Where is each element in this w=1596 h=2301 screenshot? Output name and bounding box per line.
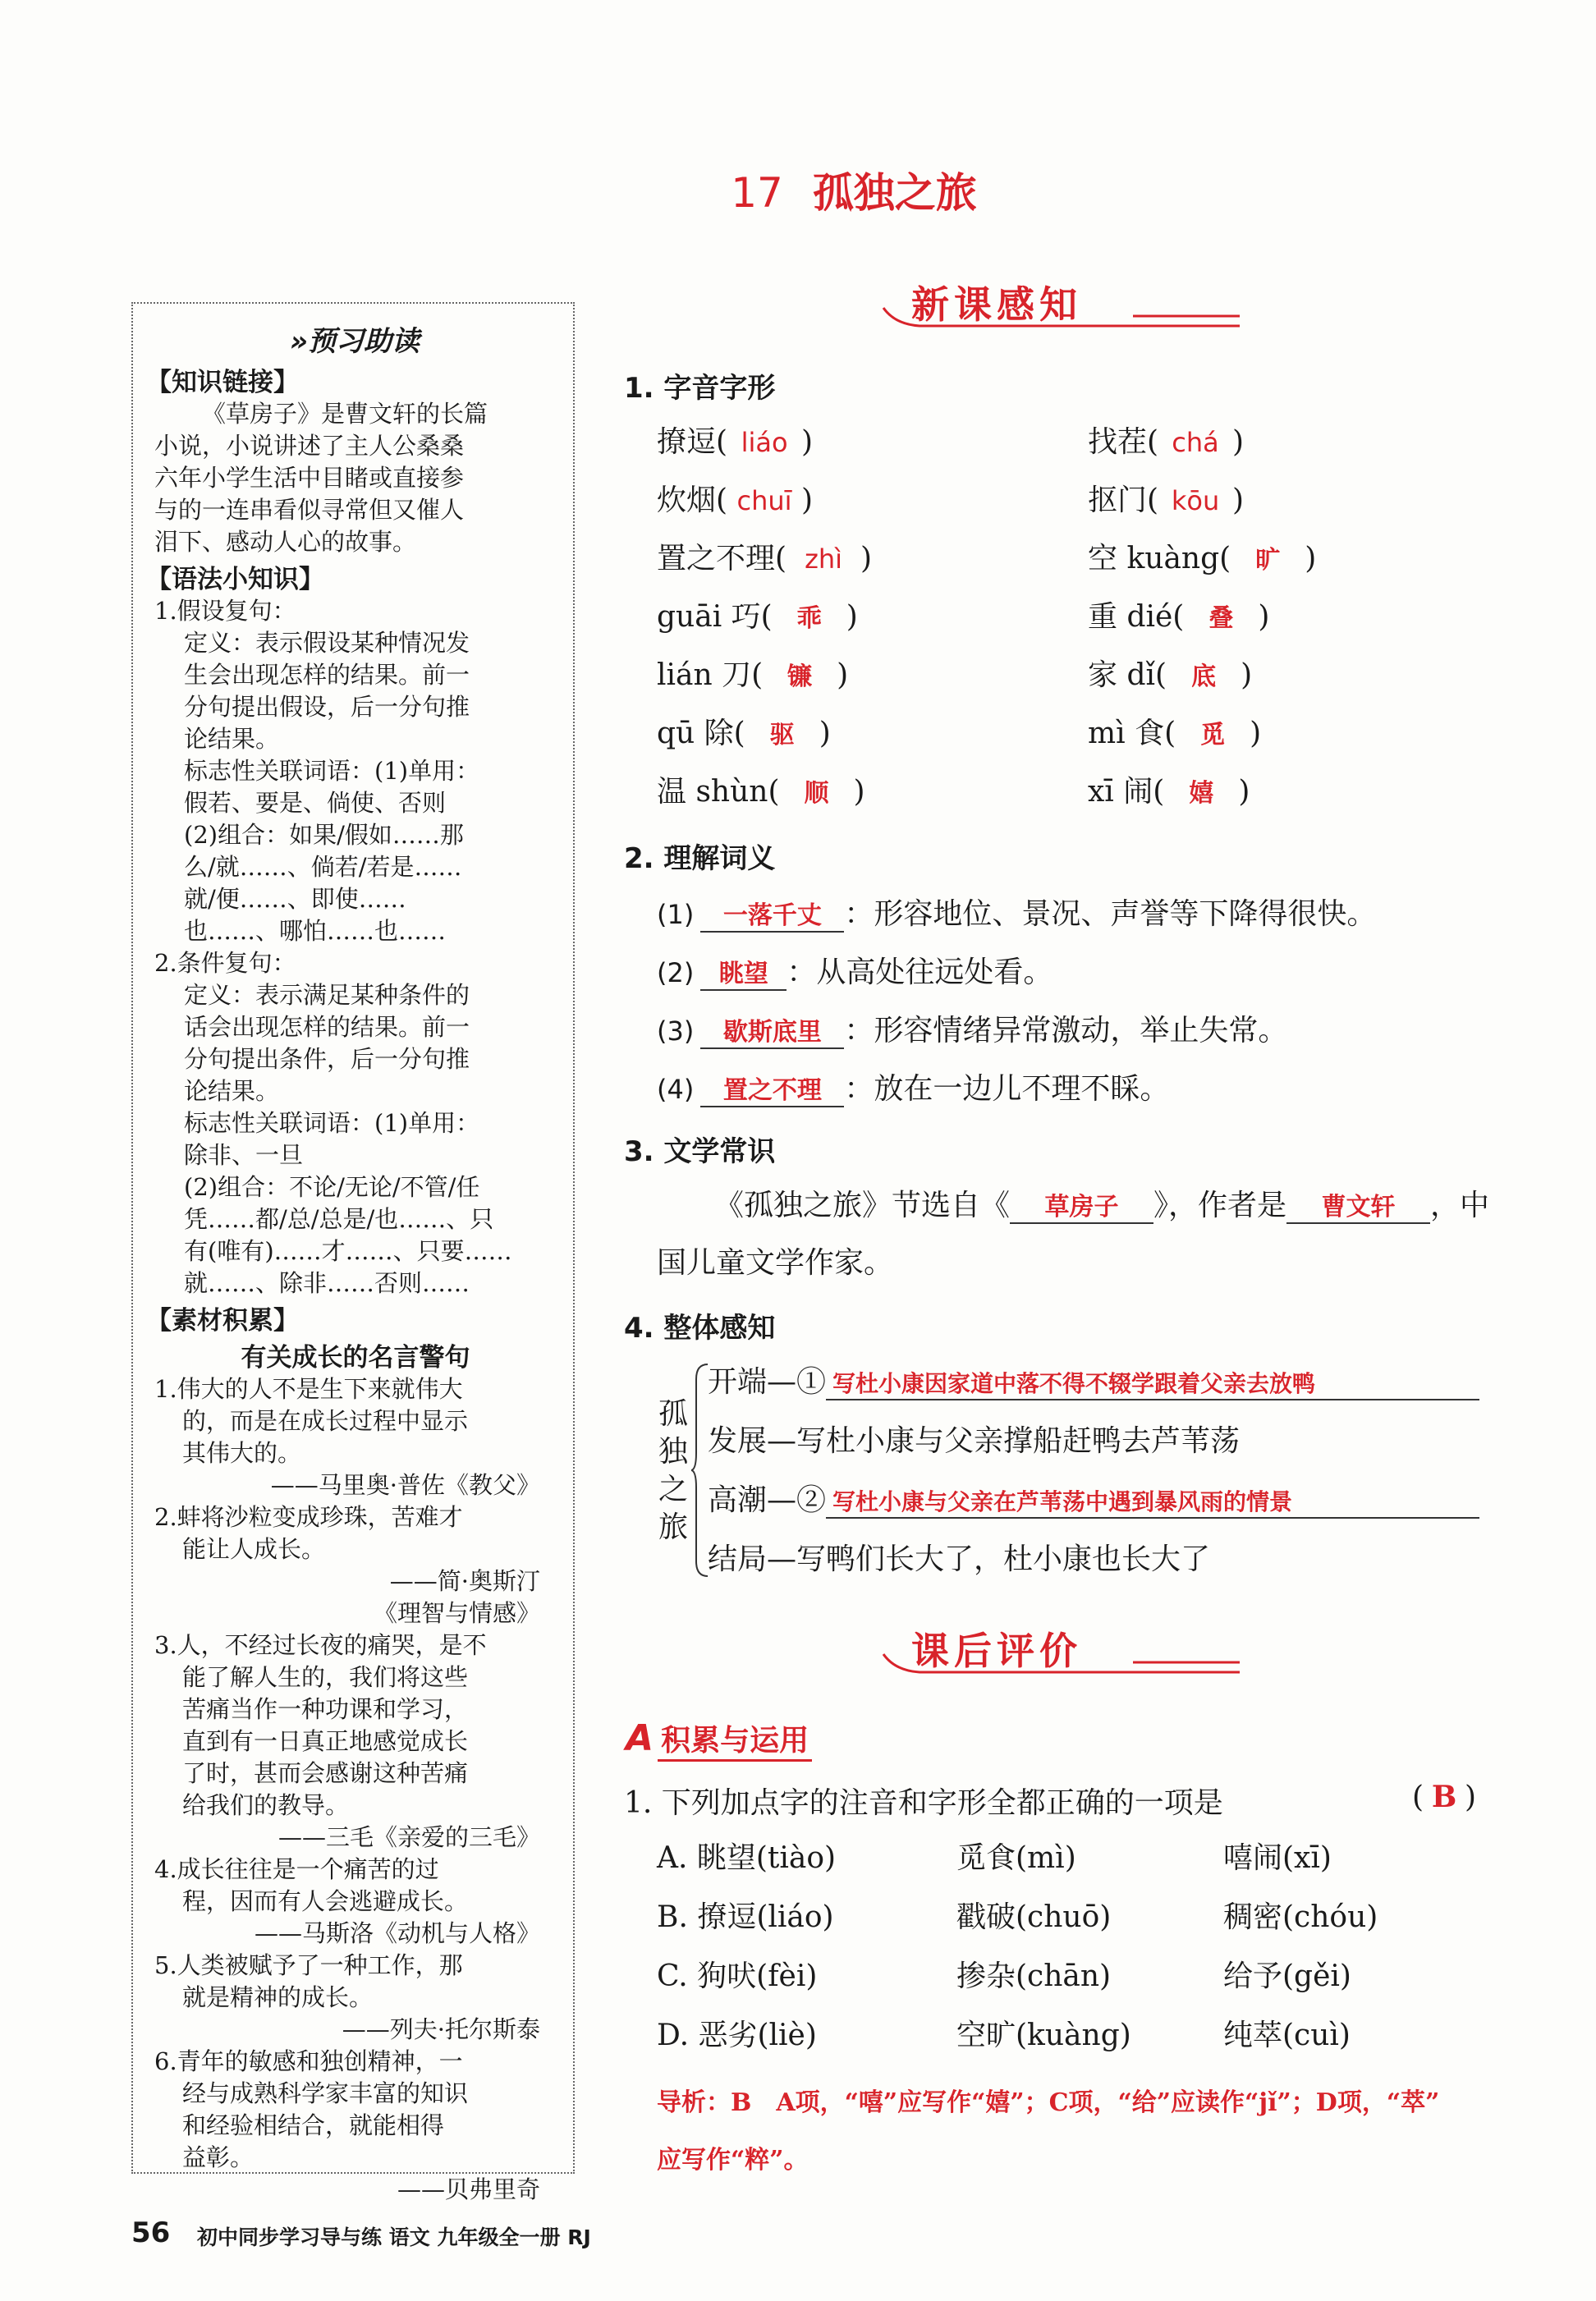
char-item-answer: liáo bbox=[741, 427, 788, 458]
mc-analysis-text: 应写作“粹”。 bbox=[657, 2146, 809, 2175]
char-item bbox=[657, 594, 872, 652]
section-after-class-label: 课后评价 bbox=[911, 1629, 1082, 1673]
q1-title: 1. 字音字形 bbox=[624, 372, 776, 405]
quote-source: 《理智与情感》 bbox=[373, 1599, 540, 1627]
quote-line: 经与成熟科学家丰富的知识 bbox=[182, 2079, 469, 2107]
quote-source: ——马里奥·普佐《教父》 bbox=[270, 1471, 540, 1499]
grammar-line: 话会出现怎样的结果。前一 bbox=[184, 1013, 470, 1041]
vocab-number: (4) bbox=[657, 1074, 695, 1105]
plot-label: 发展—写杜小康与父亲撑船赶鸭去芦苇荡 bbox=[708, 1424, 1241, 1458]
quote-item bbox=[154, 1501, 557, 1629]
mc-options bbox=[657, 1835, 1511, 2071]
char-item-prompt: 置之不理( bbox=[657, 542, 787, 575]
quote-line: 益彰。 bbox=[182, 2143, 255, 2171]
quote-source: ——三毛《亲爱的三毛》 bbox=[277, 1823, 540, 1851]
knowledge-line: 《草房子》是曹文轩的长篇 bbox=[202, 400, 488, 428]
quote-source: ——贝弗里奇 bbox=[397, 2175, 540, 2203]
mc-option-item: A. 眺望(tiào) bbox=[657, 1841, 837, 1875]
char-item bbox=[657, 535, 872, 594]
mc-option-item: C. 狗吠(fèi) bbox=[657, 1960, 818, 1993]
grammar-line: 也……、哪怕……也…… bbox=[184, 917, 447, 945]
footer-edition: RJ bbox=[567, 2225, 591, 2249]
part-a-title: 积累与运用 bbox=[658, 1724, 812, 1762]
char-item-answer: chuī bbox=[736, 485, 792, 516]
q4-rows bbox=[708, 1359, 1479, 1595]
char-item-prompt: 温 shùn( bbox=[657, 775, 780, 809]
char-item-answer: 乖 bbox=[796, 604, 822, 633]
grammar-line: 标志性关联词语：(1)单用： bbox=[184, 1109, 480, 1137]
char-item-prompt: xī 闹( bbox=[1088, 775, 1165, 809]
mc-option-item: 戳破(chuō) bbox=[956, 1900, 1112, 1934]
grammar-line: 除非、一旦 bbox=[184, 1141, 304, 1169]
q1-left-column bbox=[657, 419, 872, 827]
footer-grade: 九年级全一册 bbox=[437, 2225, 561, 2249]
grammar-line: 就……、除非……否则…… bbox=[184, 1269, 470, 1297]
char-item-prompt: 重 dié( bbox=[1088, 600, 1185, 634]
vocab-number: (2) bbox=[657, 957, 695, 988]
char-item-prompt: mì 食( bbox=[1088, 717, 1176, 750]
char-item-prompt: qū 除( bbox=[657, 717, 745, 750]
plot-row bbox=[708, 1536, 1479, 1595]
char-item bbox=[1088, 710, 1316, 768]
mc-option-item: 稠密(chóu) bbox=[1223, 1900, 1378, 1934]
grammar-line: 2.条件复句： bbox=[154, 949, 296, 977]
char-item-answer: 驱 bbox=[769, 721, 795, 749]
char-item-answer: 觅 bbox=[1200, 721, 1226, 749]
mc-answer-slot bbox=[1412, 1780, 1494, 1814]
grammar-line: 凭……都/总/总是/也……、只 bbox=[184, 1205, 494, 1233]
part-a-letter: A bbox=[626, 1717, 654, 1759]
mc-option-item: 掺杂(chān) bbox=[956, 1960, 1112, 1993]
vocab-definition: ：形容地位、景况、声誉等下降得很快。 bbox=[844, 897, 1377, 931]
char-item-answer: 叠 bbox=[1208, 604, 1234, 633]
footer-book-title: 初中同步学习导与练 bbox=[197, 2225, 383, 2249]
plot-label: 开端—① bbox=[708, 1365, 827, 1399]
char-item-close: ) bbox=[1232, 425, 1245, 459]
q3-answer-book: 草房子 bbox=[1010, 1186, 1153, 1224]
char-item bbox=[657, 652, 872, 710]
grammar-text bbox=[154, 595, 557, 1299]
char-item-close: ) bbox=[1258, 600, 1270, 634]
char-item bbox=[1088, 768, 1316, 827]
q3-answer-author: 曹文轩 bbox=[1286, 1186, 1430, 1224]
char-item-prompt: guāi 巧( bbox=[657, 600, 773, 634]
vocab-definition: ：放在一边儿不理不睬。 bbox=[844, 1072, 1170, 1106]
char-item-close: ) bbox=[1305, 542, 1317, 575]
section-banner-after-class bbox=[878, 1621, 1240, 1695]
char-item-close: ) bbox=[1250, 717, 1262, 750]
section-new-lesson-label: 新课感知 bbox=[911, 282, 1082, 327]
quote-source: ——列夫·托尔斯泰 bbox=[342, 2015, 540, 2043]
char-item-close: ) bbox=[1232, 484, 1245, 517]
char-item-answer: 嬉 bbox=[1189, 779, 1214, 808]
q4-side-char: 之 bbox=[658, 1473, 688, 1506]
plot-answer: 写杜小康与父亲在芦苇荡中遇到暴风雨的情景 bbox=[826, 1484, 1479, 1519]
quote-list bbox=[154, 1373, 557, 2206]
grammar-line: 生会出现怎样的结果。前一 bbox=[184, 661, 470, 689]
mc-paren: ( bbox=[1412, 1781, 1424, 1814]
vocab-definition: ：形容情绪异常激动，举止失常。 bbox=[844, 1014, 1288, 1047]
char-item-prompt: 撩逗( bbox=[657, 425, 728, 459]
grammar-line: 分句提出假设，后一分句推 bbox=[184, 693, 470, 721]
mc-option-item: B. 撩逗(liáo) bbox=[657, 1900, 834, 1934]
preview-reading-panel bbox=[131, 302, 575, 2203]
knowledge-line: 泪下、感动人心的故事。 bbox=[154, 528, 417, 556]
quote-line: 和经验相结合，就能相得 bbox=[182, 2111, 445, 2139]
knowledge-line: 六年小学生活中目睹或直接参 bbox=[154, 464, 465, 492]
char-item-answer: 镰 bbox=[787, 662, 813, 691]
grammar-line: 论结果。 bbox=[184, 725, 280, 753]
grammar-line: (2)组合：如果/假如……那 bbox=[184, 821, 464, 849]
quote-line: 5.人类被赋予了一种工作，那 bbox=[154, 1951, 463, 1979]
grammar-line: 就/便……、即使…… bbox=[184, 885, 406, 913]
char-item bbox=[657, 710, 872, 768]
char-item bbox=[1088, 535, 1316, 594]
char-item-answer: zhì bbox=[805, 543, 843, 575]
quote-line: 能了解人生的，我们将这些 bbox=[182, 1663, 469, 1691]
mc-answer: B bbox=[1431, 1780, 1457, 1814]
mc-option-row bbox=[657, 1835, 1511, 1894]
q2-title: 2. 理解词义 bbox=[624, 842, 776, 875]
grammar-line: 么/就……、倘若/若是…… bbox=[184, 853, 462, 881]
section-banner-new-lesson bbox=[878, 275, 1240, 349]
char-item-close: ) bbox=[853, 775, 865, 809]
part-a-heading bbox=[626, 1717, 812, 1760]
char-item-close: ) bbox=[837, 658, 849, 692]
mc-option-row bbox=[657, 1953, 1511, 2012]
vocab-answer: 置之不理 bbox=[700, 1070, 844, 1107]
q3-title: 3. 文学常识 bbox=[624, 1135, 776, 1168]
quote-item bbox=[154, 2046, 557, 2206]
char-item-prompt: lián 刀( bbox=[657, 658, 764, 692]
mc-option-item: 空旷(kuàng) bbox=[956, 2019, 1131, 2052]
preview-heading-text: 预习助读 bbox=[308, 325, 420, 358]
lesson-number: 17 bbox=[731, 169, 783, 217]
knowledge-title: 【知识链接】 bbox=[146, 368, 299, 397]
page-number: 56 bbox=[131, 2216, 171, 2249]
plot-answer: 写杜小康因家道中落不得不辍学跟着父亲去放鸭 bbox=[826, 1366, 1479, 1400]
q2-items bbox=[657, 891, 1376, 1124]
mc-analysis-label: 导析： bbox=[657, 2088, 731, 2117]
char-item-prompt: 家 dǐ( bbox=[1088, 658, 1167, 692]
grammar-line: 有(唯有)……才……、只要…… bbox=[184, 1237, 512, 1265]
char-item bbox=[657, 768, 872, 827]
char-item-close: ) bbox=[801, 425, 814, 459]
vocab-item bbox=[657, 891, 1376, 949]
char-item bbox=[1088, 652, 1316, 710]
vocab-item bbox=[657, 1007, 1376, 1066]
vocab-answer: 眺望 bbox=[700, 953, 787, 991]
char-item-prompt: 抠门( bbox=[1088, 484, 1159, 517]
lesson-name: 孤独之旅 bbox=[812, 168, 977, 217]
quote-line: 3.人，不经过长夜的痛哭，是不 bbox=[154, 1631, 487, 1659]
char-item bbox=[657, 477, 872, 535]
footer-subject: 语文 bbox=[388, 2225, 430, 2249]
mc-paren: ) bbox=[1465, 1781, 1477, 1814]
mc-option-row bbox=[657, 1894, 1511, 1953]
char-item bbox=[657, 419, 872, 477]
vocab-item bbox=[657, 1066, 1376, 1124]
plot-row bbox=[708, 1359, 1479, 1418]
double-chevron-icon: » bbox=[289, 325, 309, 358]
knowledge-text bbox=[154, 398, 557, 558]
grammar-line: 标志性关联词语：(1)单用： bbox=[184, 757, 480, 785]
q1-right-column bbox=[1088, 419, 1316, 827]
quote-item bbox=[154, 1373, 557, 1501]
knowledge-line: 与的一连串看似寻常但又催人 bbox=[154, 496, 465, 524]
grammar-line: 定义：表示假设某种情况发 bbox=[184, 629, 470, 657]
plot-row bbox=[708, 1477, 1479, 1536]
grammar-title: 【语法小知识】 bbox=[146, 565, 324, 594]
quote-item bbox=[154, 1854, 557, 1950]
q3-text: 《孤独之旅》节选自《 bbox=[714, 1189, 1011, 1222]
quote-line: 直到有一日真正地感觉成长 bbox=[182, 1727, 469, 1755]
char-item bbox=[1088, 419, 1316, 477]
char-item-answer: 顺 bbox=[804, 779, 829, 808]
mc-stem: 1. 下列加点字的注音和字形全都正确的一项是 bbox=[624, 1786, 1223, 1820]
char-item-close: ) bbox=[846, 600, 858, 634]
vocab-answer: 一落千丈 bbox=[700, 895, 844, 933]
grammar-line: (2)组合：不论/无论/不管/任 bbox=[184, 1173, 480, 1201]
lesson-title bbox=[0, 160, 1596, 219]
char-item-answer: 旷 bbox=[1255, 546, 1281, 575]
vocab-number: (1) bbox=[657, 899, 695, 930]
q4-side-char: 旅 bbox=[658, 1510, 688, 1544]
quote-line: 其伟大的。 bbox=[182, 1439, 302, 1467]
char-item-close: ) bbox=[801, 484, 814, 517]
knowledge-line: 小说，小说讲述了主人公桑桑 bbox=[154, 432, 465, 460]
quote-source: ——马斯洛《动机与人格》 bbox=[254, 1919, 540, 1947]
grammar-line: 假若、要是、倘使、否则 bbox=[184, 789, 447, 817]
material-subtitle: 有关成长的名言警句 bbox=[241, 1343, 470, 1373]
vocab-definition: ：从高处往远处看。 bbox=[787, 956, 1053, 989]
preview-heading bbox=[133, 319, 576, 359]
quote-line: 了时，甚而会感谢这种苦痛 bbox=[182, 1759, 469, 1787]
plot-row bbox=[708, 1418, 1479, 1477]
quote-source: ——简·奥斯汀 bbox=[389, 1567, 540, 1595]
char-item-answer: kōu bbox=[1171, 485, 1220, 516]
quote-line: 4.成长往往是一个痛苦的过 bbox=[154, 1855, 439, 1883]
quote-line: 给我们的教导。 bbox=[182, 1791, 350, 1819]
char-item bbox=[1088, 594, 1316, 652]
char-item-prompt: 炊烟( bbox=[657, 484, 728, 517]
grammar-line: 1.假设复句： bbox=[154, 597, 296, 625]
quote-line: 6.青年的敏感和独创精神，一 bbox=[154, 2047, 463, 2075]
quote-line: 就是精神的成长。 bbox=[182, 1983, 374, 2011]
mc-option-item: D. 恶劣(liè) bbox=[657, 2019, 817, 2052]
q3-line2: 国儿童文学作家。 bbox=[657, 1246, 894, 1280]
mc-option-item: 纯萃(cuì) bbox=[1223, 2019, 1351, 2052]
q3-text: ，中 bbox=[1430, 1189, 1490, 1222]
plot-label: 高潮—② bbox=[708, 1483, 827, 1517]
q3-line1 bbox=[714, 1182, 1489, 1224]
quote-line: 苦痛当作一种功课和学习， bbox=[182, 1695, 469, 1723]
q4-side-char: 独 bbox=[658, 1435, 688, 1469]
char-item-close: ) bbox=[860, 542, 873, 575]
mc-analysis-text: B A项，“嘻”应写作“嬉”；C项，“给”应读作“jǐ”；D项，“萃” bbox=[731, 2088, 1440, 2117]
mc-option-row bbox=[657, 2012, 1511, 2071]
plot-label: 结局—写鸭们长大了，杜小康也长大了 bbox=[708, 1542, 1211, 1576]
char-item bbox=[1088, 477, 1316, 535]
grammar-line: 论结果。 bbox=[184, 1077, 280, 1105]
char-item-prompt: 空 kuàng( bbox=[1088, 542, 1231, 575]
mc-option-item: 觅食(mì) bbox=[956, 1841, 1076, 1875]
grammar-line: 分句提出条件，后一分句推 bbox=[184, 1045, 470, 1073]
quote-item bbox=[154, 1629, 557, 1854]
char-item-answer: chá bbox=[1172, 427, 1219, 458]
quote-line: 能让人成长。 bbox=[182, 1535, 326, 1563]
q4-title: 4. 整体感知 bbox=[624, 1312, 776, 1345]
mc-analysis bbox=[657, 2074, 1511, 2189]
quote-line: 的，而是在成长过程中显示 bbox=[182, 1407, 469, 1435]
vocab-answer: 歇斯底里 bbox=[700, 1011, 844, 1049]
quote-line: 2.蚌将沙粒变成珍珠，苦难才 bbox=[154, 1503, 463, 1531]
mc-option-item: 嘻闹(xī) bbox=[1223, 1841, 1332, 1875]
quote-item bbox=[154, 1950, 557, 2046]
char-item-answer: 底 bbox=[1191, 662, 1217, 691]
footer-book bbox=[197, 2221, 591, 2251]
char-item-close: ) bbox=[819, 717, 831, 750]
vocab-number: (3) bbox=[657, 1015, 695, 1047]
char-item-prompt: 找茬( bbox=[1088, 425, 1159, 459]
q4-side-char: 孤 bbox=[658, 1397, 688, 1431]
grammar-line: 定义：表示满足某种条件的 bbox=[184, 981, 470, 1009]
preview-content bbox=[146, 361, 557, 2206]
char-item-close: ) bbox=[1241, 658, 1253, 692]
quote-line: 1.伟大的人不是生下来就伟大 bbox=[154, 1375, 463, 1403]
q4-side-title bbox=[657, 1396, 690, 1547]
vocab-item bbox=[657, 949, 1376, 1007]
quote-line: 程，因而有人会逃避成长。 bbox=[182, 1887, 469, 1915]
char-item-close: ) bbox=[1238, 775, 1250, 809]
q3-text: 》，作者是 bbox=[1153, 1189, 1287, 1222]
mc-option-item: 给予(gěi) bbox=[1223, 1960, 1351, 1993]
material-title: 【素材积累】 bbox=[146, 1306, 299, 1336]
